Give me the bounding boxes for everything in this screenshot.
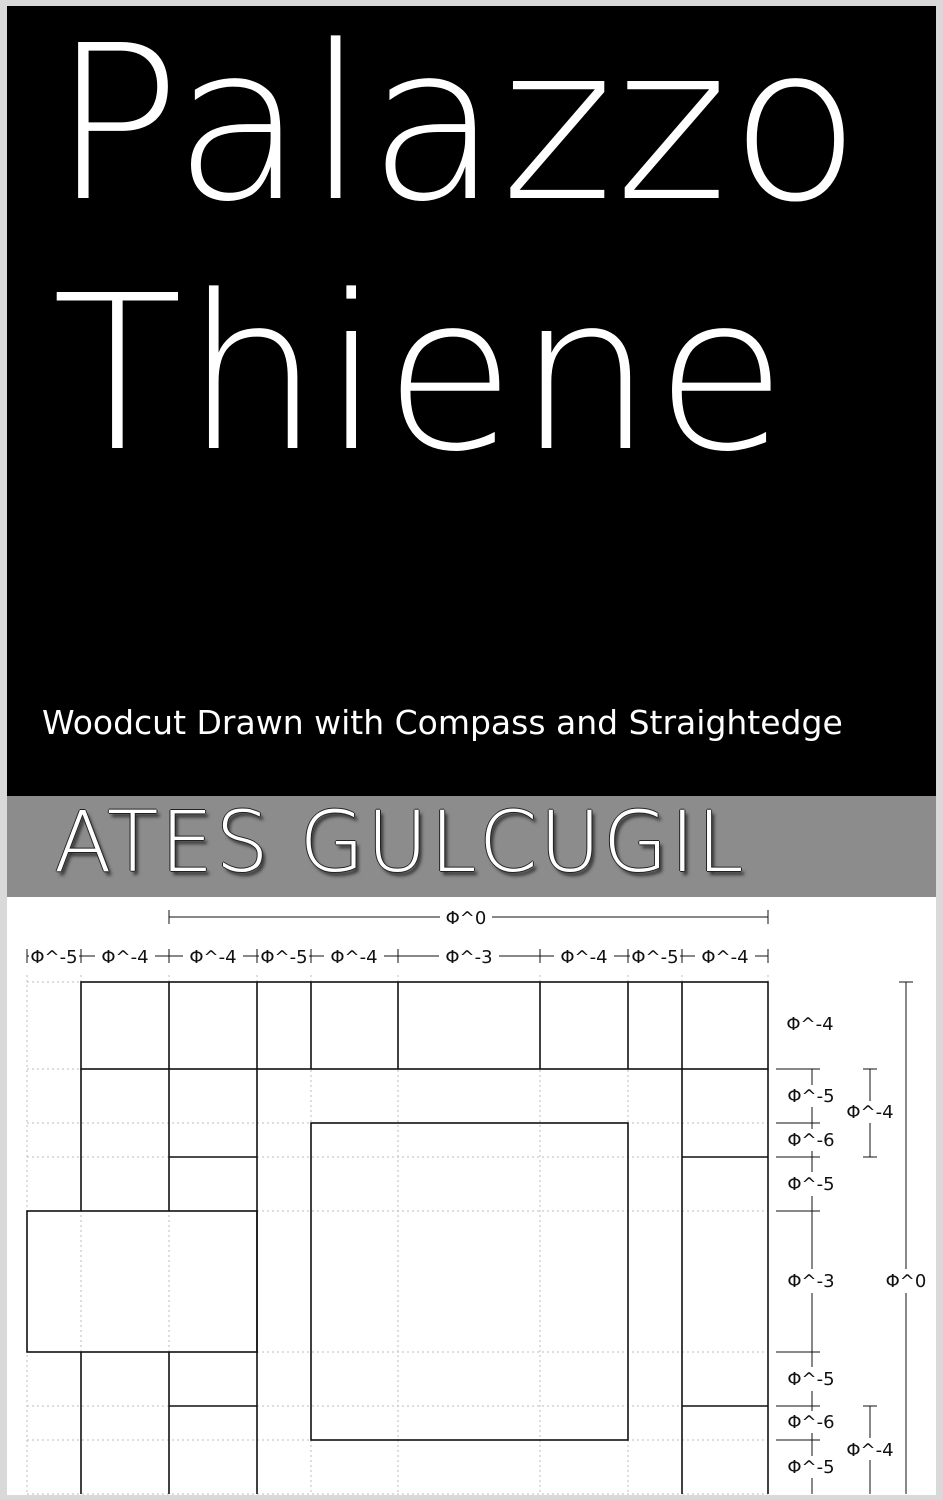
top-segment-label: Φ^-3: [445, 947, 493, 968]
proportion-diagram: [7, 897, 936, 1495]
right-label: Φ^-4: [786, 1014, 834, 1035]
right-label: Φ^-5: [787, 1086, 835, 1107]
right-label: Φ^0: [885, 1271, 927, 1292]
top-segment-label: Φ^-5: [30, 947, 78, 968]
right-label: Φ^-6: [787, 1412, 835, 1433]
top-segment-label: Φ^-4: [701, 947, 749, 968]
title-line-2: Thiene: [52, 250, 789, 499]
right-label: Φ^-3: [787, 1271, 835, 1292]
right-dimension-labels: [780, 1012, 934, 1478]
top-segment-label: Φ^-5: [260, 947, 308, 968]
right-label: Φ^-4: [846, 1440, 894, 1461]
top-segment-label: Φ^-4: [560, 947, 608, 968]
top-segment-label: Φ^-4: [101, 947, 149, 968]
top-segment-label: Φ^-5: [631, 947, 679, 968]
top-segment-label: Φ^-4: [189, 947, 237, 968]
facade-outline: [27, 982, 768, 1494]
top-total-label: Φ^0: [445, 908, 487, 929]
right-label: Φ^-4: [846, 1102, 894, 1123]
author-name: ATES GULCUGIL: [54, 793, 746, 891]
top-segment-label: Φ^-4: [330, 947, 378, 968]
right-label: Φ^-5: [787, 1369, 835, 1390]
top-dimension-labels: [29, 906, 755, 968]
right-label: Φ^-5: [787, 1174, 835, 1195]
title-line-1: Palazzo: [52, 0, 863, 249]
facade-drawing: [7, 897, 936, 1495]
subtitle: Woodcut Drawn with Compass and Straightedge: [42, 703, 843, 742]
right-label: Φ^-5: [787, 1457, 835, 1478]
right-label: Φ^-6: [787, 1130, 835, 1151]
